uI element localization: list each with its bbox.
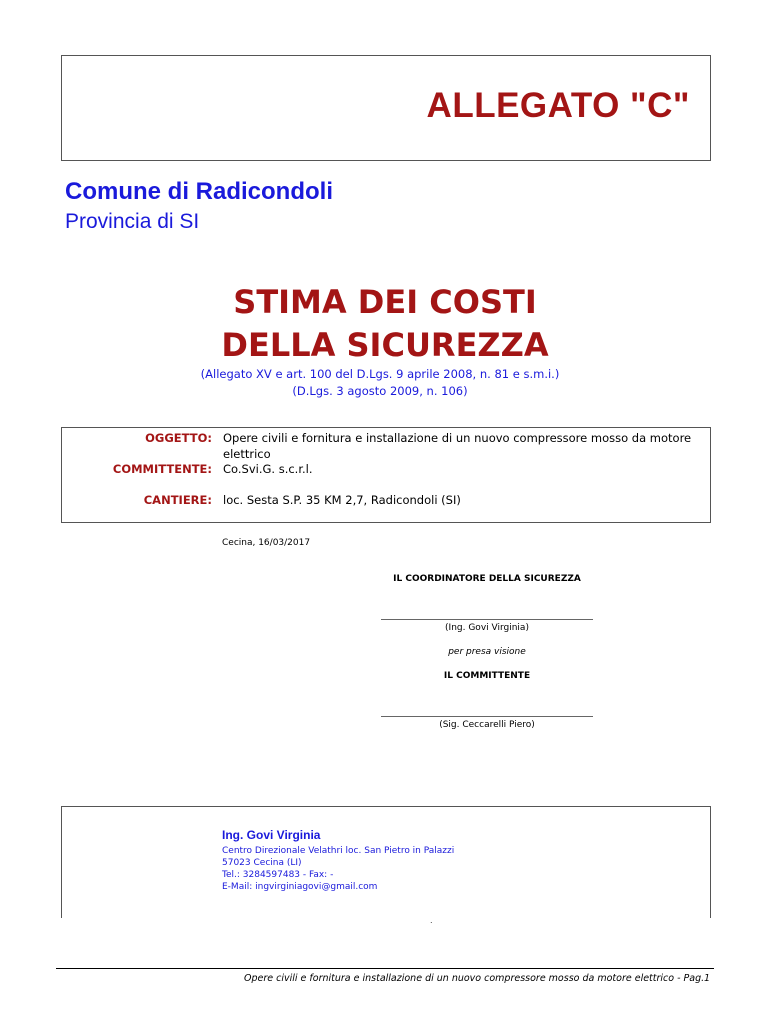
studio-name: Ing. Govi Virginia	[222, 828, 321, 842]
footer-rule	[56, 968, 714, 969]
cantiere-label: CANTIERE:	[143, 493, 212, 507]
committente-name: (Sig. Ceccarelli Piero)	[439, 720, 535, 730]
footer-text: Opere civili e fornitura e installazione di un nuovo compressore mosso da motore elettrico - Pag.	[244, 973, 705, 984]
coordinatore-name: (Ing. Govi Virginia)	[445, 623, 529, 633]
committente-value: Co.Svi.G. s.c.r.l.	[223, 462, 313, 476]
provincia-name: Provincia di SI	[65, 210, 200, 233]
presa-visione: per presa visione	[448, 647, 526, 657]
coordinatore-title: IL COORDINATORE DELLA SICUREZZA	[393, 574, 581, 584]
coordinatore-signature-line	[381, 619, 593, 620]
studio-phone: Tel.: 3284597483 - Fax: -	[222, 870, 334, 880]
studio-city: 57023 Cecina (LI)	[222, 858, 302, 868]
page-number: 1	[704, 973, 711, 984]
header-box	[61, 55, 711, 161]
committente-signature-line	[381, 716, 593, 717]
studio-box	[61, 806, 711, 918]
oggetto-value-line1: Opere civili e fornitura e installazione di un nuovo compressore mosso da motore	[223, 431, 692, 445]
studio-email: E-Mail: ingvirginiagovi@gmail.com	[222, 882, 378, 892]
committente-title: IL COMMITTENTE	[443, 671, 531, 681]
legal-reference-1: (Allegato XV e art. 100 del D.Lgs. 9 aprile 2008, n. 81 e s.m.i.)	[200, 367, 560, 381]
oggetto-value	[223, 430, 693, 462]
project-info-box	[61, 427, 711, 523]
allegato-title: ALLEGATO "C"	[426, 86, 690, 125]
document-title-line2: DELLA SICUREZZA	[221, 326, 549, 364]
comune-name: Comune di Radicondoli	[65, 178, 333, 205]
legal-reference-2: (D.Lgs. 3 agosto 2009, n. 106)	[292, 384, 468, 398]
place-date: Cecina, 16/03/2017	[222, 538, 311, 548]
studio-address: Centro Direzionale Velathri loc. San Pietro in Palazzi	[222, 846, 455, 856]
oggetto-value-line2: elettrico	[223, 447, 271, 461]
cantiere-value: loc. Sesta S.P. 35 KM 2,7, Radicondoli (SI)	[223, 493, 461, 507]
separator-dot: .	[430, 916, 433, 925]
oggetto-label: OGGETTO:	[145, 431, 212, 445]
committente-label: COMMITTENTE:	[112, 462, 212, 476]
document-title-line1: STIMA DEI COSTI	[233, 283, 537, 321]
